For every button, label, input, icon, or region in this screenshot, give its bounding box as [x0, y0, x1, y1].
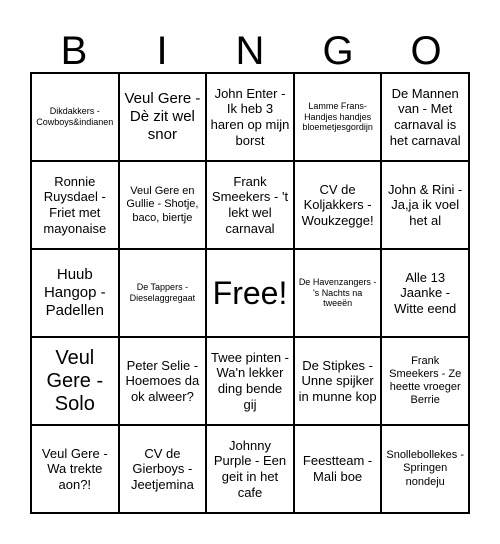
- bingo-cell-text: Snollebollekes - Springen nondeju: [386, 449, 465, 488]
- bingo-cell[interactable]: [119, 73, 207, 161]
- bingo-cell[interactable]: [294, 73, 382, 161]
- bingo-cell-text: CV de Koljakkers - Woukzegge!: [301, 181, 374, 228]
- bingo-cell-text: De Mannen van - Met carnaval is het carnaval: [389, 85, 461, 148]
- bingo-cell[interactable]: [294, 249, 382, 337]
- bingo-cell-text: John & Rini - Ja,ja ik voel het al: [387, 181, 463, 228]
- bingo-cell-text: John Enter - Ik heb 3 haren op mijn borst: [210, 85, 290, 148]
- bingo-cell-text: Frank Smeekers - 't lekt wel carnaval: [211, 173, 289, 236]
- bingo-cell-text: Dikdakkers - Cowboys&indianen: [36, 106, 114, 127]
- bingo-cell-text: Johnny Purple - Een geit in het cafe: [213, 437, 287, 500]
- bingo-cell[interactable]: [294, 425, 382, 513]
- bingo-cell[interactable]: [119, 337, 207, 425]
- bingo-cell[interactable]: [381, 161, 469, 249]
- bingo-cell[interactable]: [206, 73, 294, 161]
- header-letter-b: B: [60, 29, 88, 73]
- bingo-cell[interactable]: [119, 161, 207, 249]
- bingo-cell-text: Lamme Frans- Handjes handjes bloemetjesgordijn: [302, 100, 373, 133]
- bingo-cell[interactable]: [31, 337, 119, 425]
- bingo-cell-text: De Tappers - Dieselaggregaat: [129, 282, 196, 303]
- bingo-cell-text: Alle 13 Jaanke - Witte eend: [394, 269, 457, 316]
- bingo-cell-text: Veul Gere - Solo: [46, 346, 104, 415]
- bingo-cell-text: De Stipkes - Unne spijker in munne kop: [298, 357, 377, 404]
- bingo-cell[interactable]: [381, 337, 469, 425]
- bingo-cell-text: Feestteam - Mali boe: [302, 453, 373, 484]
- bingo-cell[interactable]: [294, 161, 382, 249]
- bingo-cell-text: Veul Gere en Gullie - Shotje, baco, biertje: [126, 185, 199, 224]
- bingo-header: [30, 26, 470, 76]
- bingo-cell-text: Twee pinten - Wa'n lekker ding bende gij: [210, 349, 290, 412]
- bingo-cell[interactable]: [381, 73, 469, 161]
- bingo-cell-text: Frank Smeekers - Ze heette vroeger Berrie: [389, 354, 462, 407]
- bingo-cell-text: Veul Gere - Dè zit wel snor: [124, 90, 201, 143]
- bingo-cell[interactable]: [381, 425, 469, 513]
- bingo-cell-text: Veul Gere - Wa trekte aon?!: [41, 445, 108, 492]
- bingo-cell[interactable]: [31, 249, 119, 337]
- bingo-cell[interactable]: [381, 249, 469, 337]
- bingo-cell-text: Huub Hangop - Padellen: [43, 266, 106, 319]
- bingo-cell[interactable]: [206, 161, 294, 249]
- bingo-cell-text: Free!: [212, 274, 288, 311]
- header-letter-o: O: [410, 29, 442, 73]
- bingo-cell[interactable]: [206, 425, 294, 513]
- bingo-cell[interactable]: [31, 425, 119, 513]
- bingo-cell[interactable]: [294, 337, 382, 425]
- header-letter-i: I: [156, 29, 168, 73]
- bingo-card-grid: [30, 72, 470, 514]
- header-letter-g: G: [322, 29, 354, 73]
- bingo-cell-text: CV de Gierboys - Jeetjemina: [130, 445, 194, 492]
- bingo-cell[interactable]: [31, 73, 119, 161]
- bingo-cell[interactable]: [119, 249, 207, 337]
- bingo-cell[interactable]: [206, 337, 294, 425]
- bingo-cell-text: Peter Selie - Hoemoes da ok alweer?: [125, 357, 200, 404]
- bingo-cell-text: Ronnie Ruysdael - Friet met mayonaise: [43, 173, 107, 236]
- bingo-cell-text: De Havenzangers - 's Nachts na tweeën: [298, 276, 377, 309]
- bingo-cell[interactable]: [31, 161, 119, 249]
- bingo-free-cell[interactable]: [206, 249, 294, 337]
- bingo-cell[interactable]: [119, 425, 207, 513]
- header-letter-n: N: [235, 29, 265, 73]
